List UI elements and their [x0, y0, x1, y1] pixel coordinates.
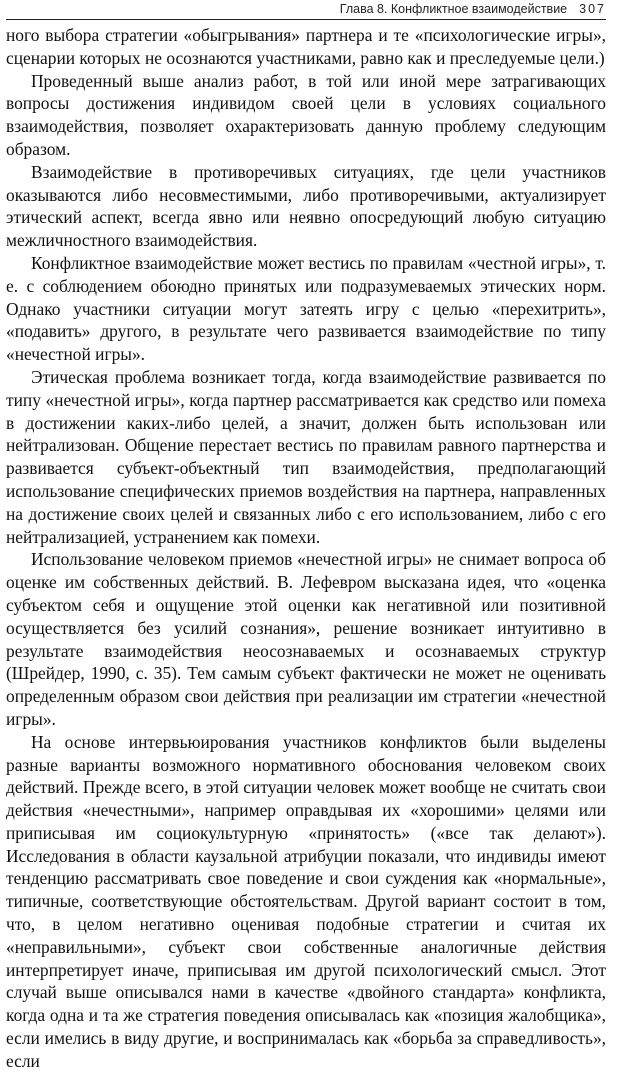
page-number: 307	[579, 2, 606, 16]
paragraph-continued: ного выбора стратегии «обыгрывания» партнера и те «психологические игры», сценарии которых не осознаются участниками, равно как и преследуемые цели.)	[6, 25, 606, 68]
paragraph: На основе интервьюирования участников конфликтов были выделены разные варианты возможного нормативного обоснования человеком своих действий. Прежде всего, в этой ситуации человек может вообще не считать свои действия «нечестными», например оправдывая их «хорошими» целями или приписывая им социокультурную «принятость» («все так делают»). Исследования в области каузальной атрибуции показали, что индивиды имеют тенденцию рассматривать свое поведение и свои суждения как «нормальные», типичные, соответствующие обстоятельствам. Другой вариант состоит в том, что, в целом негативно оценивая подобные стратегии и считая их «неправильными», субъект свои собственные аналогичные действия интерпретирует иначе, приписывая им другой психологический смысл. Этот случай выше описывался нами в качестве «двойного стандарта» конфликта, когда одна и та же стратегия поведения описывалась как «позиция жалобщика», если имелись в виду другие, и воспринималась как «борьба за справедливость», если	[6, 731, 606, 1071]
chapter-title: Глава 8. Конфликтное взаимодействие	[339, 2, 568, 16]
paragraph: Взаимодействие в противоречивых ситуациях, где цели участников оказываются либо несовместимыми, либо противоречивыми, актуализирует этический аспект, всегда явно или неявно опосредующий любую ситуацию межличностного взаимодействия.	[6, 161, 606, 251]
body-text	[6, 24, 606, 1073]
paragraph: Проведенный выше анализ работ, в той или иной мере затрагивающих вопросы достижения индивидом своей цели в условиях социального взаимодействия, позволяет охарактеризовать данную проблему следующим образом.	[6, 70, 606, 159]
paragraph: Конфликтное взаимодействие может вестись по правилам «честной игры», т. е. с соблюдением обоюдно принятых или подразумеваемых этических норм. Однако участники ситуации могут затеять игру с целью «перехитрить», «подавить» другого, в результате чего развивается взаимодействие по типу «нечестной игры».	[6, 252, 606, 365]
paragraph: Этическая проблема возникает тогда, когда взаимодействие развивается по типу «нечестной игры», когда партнер рассматривается как средство или помеха в достижении каких-либо целей, а значит, должен быть использован или нейтрализован. Общение перестает вестись по правилам равного партнерства и развивается субъект-объектный тип взаимодействия, предполагающий использование специфических приемов воздействия на партнера, направленных на достижение своих целей и связанных либо с его использованием, либо с его нейтрализацией, устранением как помехи.	[6, 366, 606, 547]
paragraph: Использование человеком приемов «нечестной игры» не снимает вопроса об оценке им собственных действий. В. Лефевром высказана идея, что «оценка субъектом себя и ощущение этой оценки как негативной или позитивной осуществляется без усилий сознания», решение возникает интуитивно в результате взаимодействия неосознаваемых и осознаваемых структур (Шрейдер, 1990, с. 35). Тем самым субъект фактически не может не оценивать определенным образом свои действия при реализации им стратегии «нечестной игры».	[6, 549, 606, 729]
running-header	[6, 0, 606, 20]
